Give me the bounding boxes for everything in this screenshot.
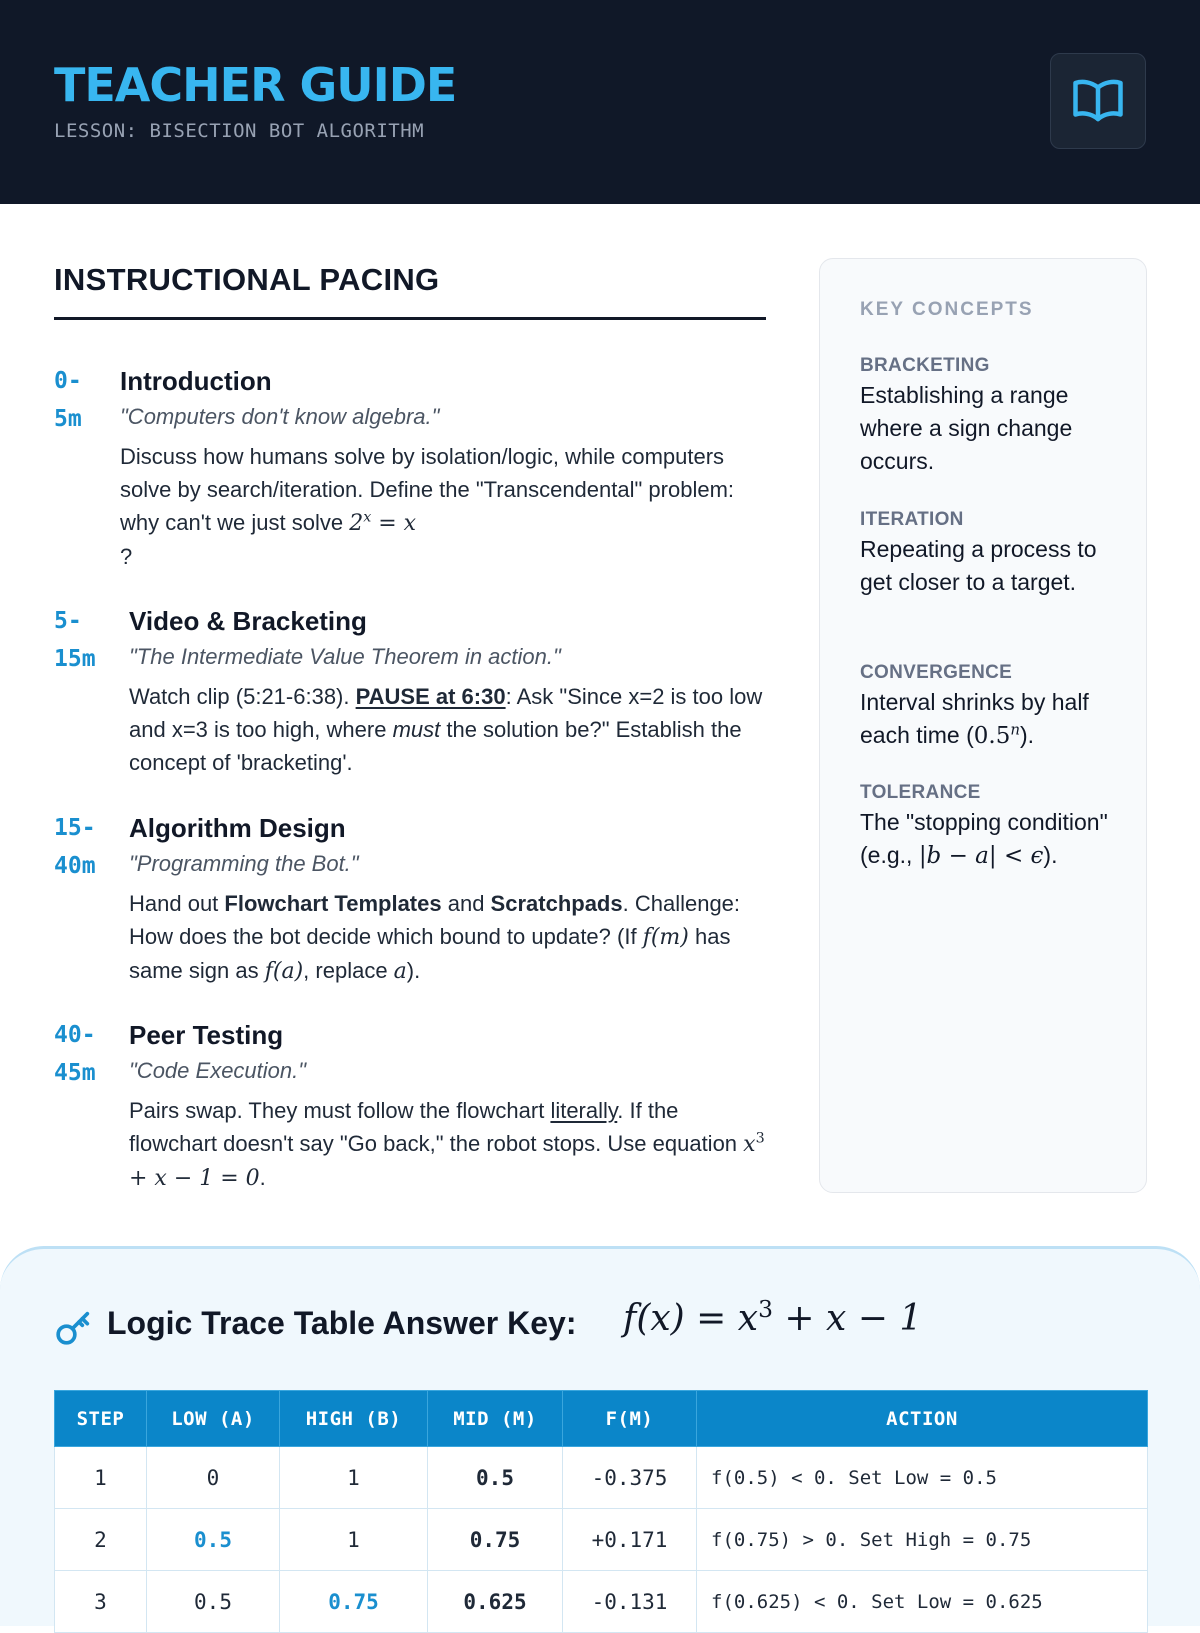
concept-term: CONVERGENCE [860,662,1013,683]
step-title: Algorithm Design [129,813,346,843]
cell-action: f(0.5) < 0. Set Low = 0.5 [697,1447,1148,1509]
key-icon [54,1307,94,1347]
step-description: Hand out Flowchart Templates and Scratchpads. Challenge: How does the bot decide which bound to update? (If f(m) has same sign as f(a), replace a). [129,891,741,984]
step-description: Watch clip (5:21-6:38). PAUSE at 6:30: Ask "Since x=2 is too low and x=3 is too high, where must the solution be?" Establish the concept of 'bracketing'. [129,684,763,775]
table-row [55,1509,1148,1571]
cell-action: f(0.625) < 0. Set Low = 0.625 [697,1571,1148,1633]
cell-action: f(0.75) > 0. Set High = 0.75 [697,1509,1148,1571]
concept-definition: Repeating a process to get closer to a target. [860,536,1097,595]
cell-step: 3 [55,1571,147,1633]
cell-low: 0.5 [147,1571,280,1633]
column-header-high: HIGH (B) [280,1391,428,1447]
column-header-mid: MID (M) [428,1391,563,1447]
concept-term: ITERATION [860,509,964,530]
cell-step: 1 [55,1447,147,1509]
guide-book-button[interactable] [1050,53,1146,149]
cell-high: 0.75 [280,1571,428,1633]
key-concepts-panel [819,258,1147,1193]
table-row [55,1447,1148,1509]
cell-fm: -0.131 [563,1571,697,1633]
step-title: Introduction [120,366,272,396]
concept-term: BRACKETING [860,355,990,376]
cell-fm: +0.171 [563,1509,697,1571]
lesson-subtitle: LESSON: BISECTION BOT ALGORITHM [54,120,425,142]
step-quote: "Code Execution." [129,1058,307,1083]
cell-low: 0.5 [147,1509,280,1571]
concept-tolerance [860,780,1120,873]
step-description: Pairs swap. They must follow the flowchart literally. If the flowchart doesn't say "Go back," the robot stops. Use equation $x^3 + x - 1 = 0$. [129,1098,765,1191]
concept-definition: Interval shrinks by half each time (0.5$^n$). [860,689,1089,749]
concept-definition: The "stopping condition" (e.g., |b − a| < ϵ). [860,809,1108,869]
concept-convergence [860,660,1120,753]
cell-high: 1 [280,1509,428,1571]
concept-bracketing [860,353,1120,478]
step-quote: "Programming the Bot." [129,851,359,876]
step-quote: "The Intermediate Value Theorem in action." [129,644,561,669]
trace-table [54,1390,1148,1633]
cell-mid: 0.625 [428,1571,563,1633]
step-title: Video & Bracketing [129,606,367,636]
step-title: Peer Testing [129,1020,284,1050]
concept-term: TOLERANCE [860,782,981,803]
section-title-pacing: INSTRUCTIONAL PACING [54,262,440,297]
step-quote: "Computers don't know algebra." [120,404,440,429]
answer-key-formula: $f(x) = x^3 + x - 1$ [623,1295,923,1339]
cell-step: 2 [55,1509,147,1571]
book-open-icon [1071,76,1125,126]
step-time: 5- 15m [54,608,96,672]
cell-mid: 0.5 [428,1447,563,1509]
concept-iteration [860,507,1120,599]
concept-definition: Establishing a range where a sign change occurs. [860,382,1073,474]
table-row [55,1571,1148,1633]
step-time: 15- 40m [54,815,96,879]
cell-mid: 0.75 [428,1509,563,1571]
column-header-low: LOW (A) [147,1391,280,1447]
column-header-action: ACTION [697,1391,1148,1447]
step-time: 0- 5m [54,368,82,432]
column-header-step: STEP [55,1391,147,1447]
page-title: TEACHER GUIDE [54,58,457,112]
section-divider [54,317,766,320]
table-header-row [55,1391,1148,1447]
answer-key-title: Logic Trace Table Answer Key: [107,1305,577,1341]
cell-high: 1 [280,1447,428,1509]
page-header [0,0,1200,204]
step-time: 40- 45m [54,1022,96,1086]
cell-fm: -0.375 [563,1447,697,1509]
step-description: Discuss how humans solve by isolation/logic, while computers solve by search/iteration. Define the "Transcendental" problem: why can't we just solve $2^x = x$ ? [120,444,735,569]
key-concepts-heading: KEY CONCEPTS [860,299,1034,320]
column-header-fm: F(M) [563,1391,697,1447]
cell-low: 0 [147,1447,280,1509]
